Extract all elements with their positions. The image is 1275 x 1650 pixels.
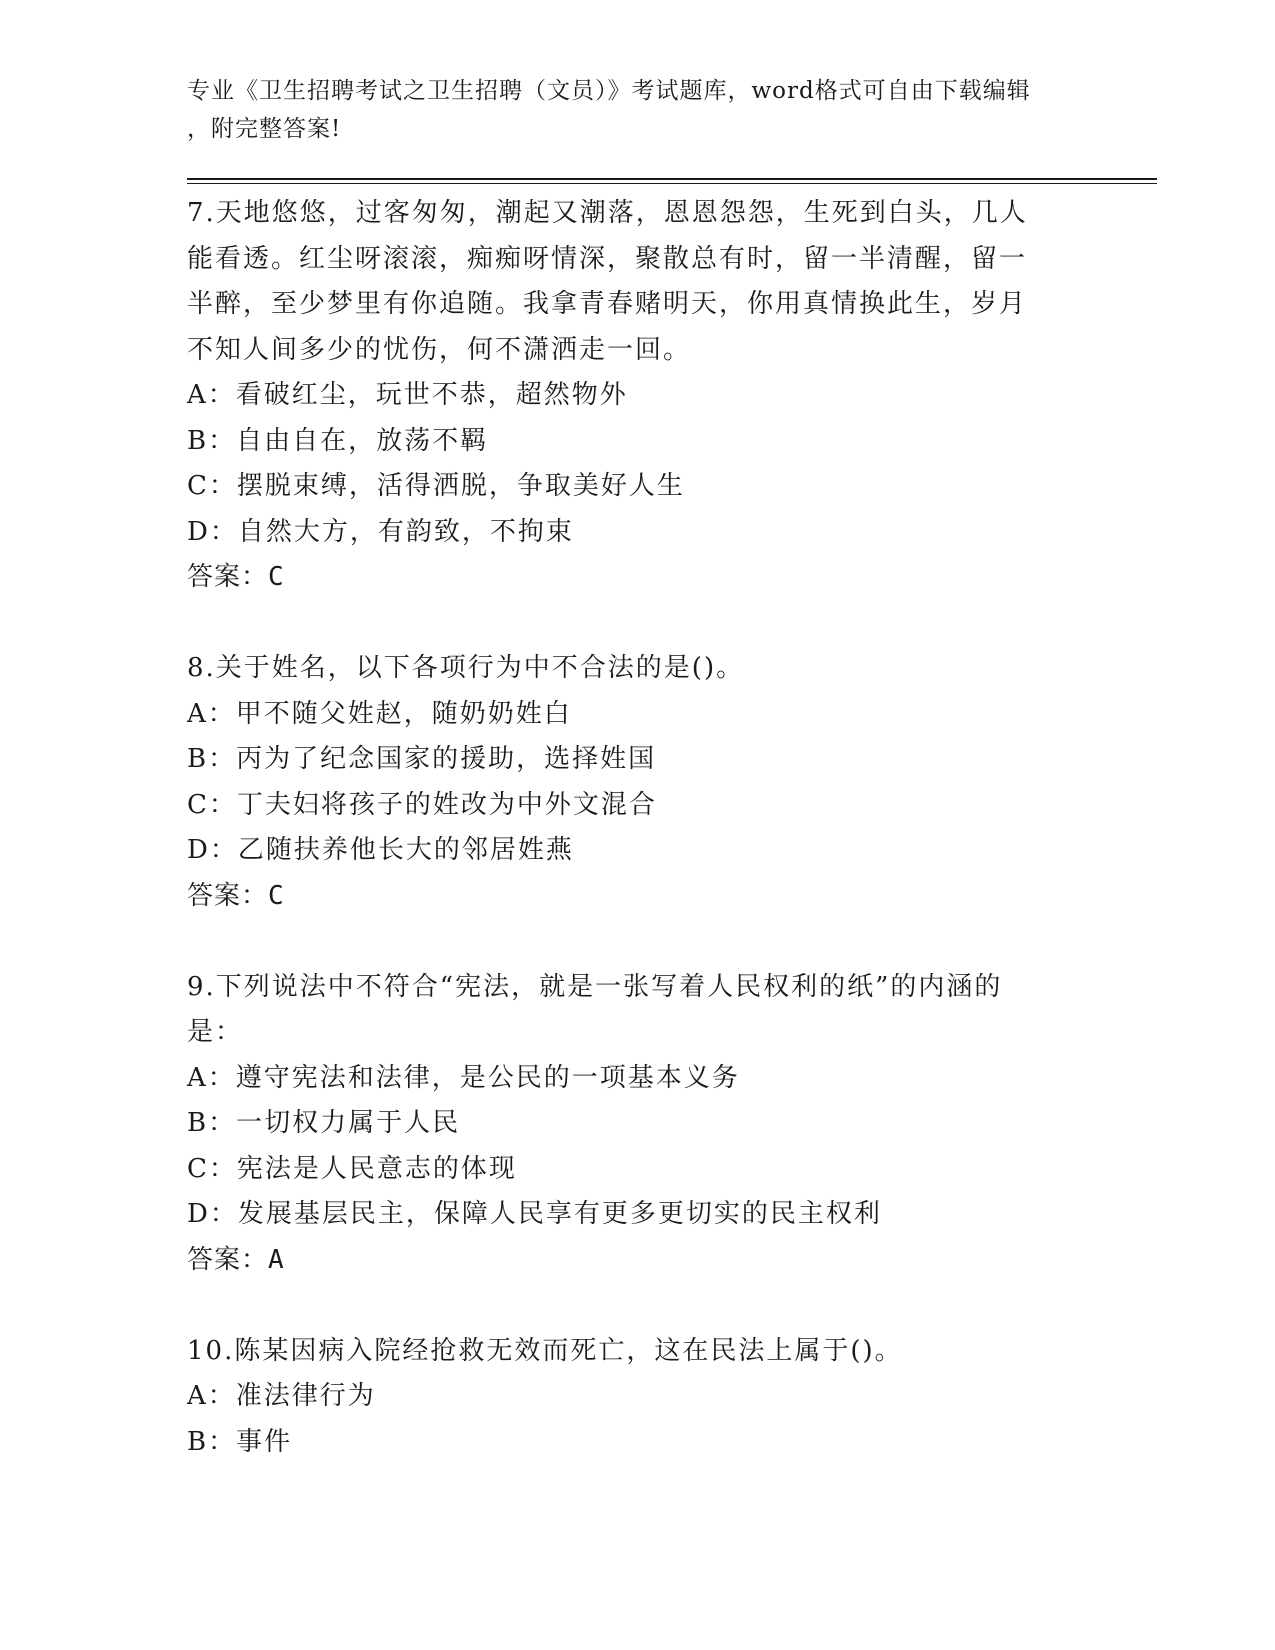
answer-label: 答案： xyxy=(187,1244,269,1275)
question-9-line-2: 是： xyxy=(187,1017,244,1047)
question-9-answer xyxy=(187,1238,1082,1284)
question-8-option-d: D：乙随扶养他长大的邻居姓燕 xyxy=(187,835,574,865)
question-8-option-a: A：甲不随父姓赵，随奶奶姓白 xyxy=(187,698,572,729)
question-8-line-1: 8.关于姓名，以下各项行为中不合法的是()。 xyxy=(187,653,745,683)
question-8-option-c: C：丁夫妇将孩子的姓改为中外文混合 xyxy=(187,789,657,820)
answer-value: A xyxy=(268,1244,285,1275)
question-10 xyxy=(187,1329,1082,1466)
question-9-option-c: C：宪法是人民意志的体现 xyxy=(187,1153,517,1184)
question-8-option-b: B：丙为了纪念国家的援助，选择姓国 xyxy=(187,744,657,774)
question-9-option-b: B：一切权力属于人民 xyxy=(187,1108,461,1138)
question-7-line-2: 能看透。红尘呀滚滚，痴痴呀情深，聚散总有时，留一半清醒，留一 xyxy=(187,243,1028,274)
question-9-line-1: 9.下列说法中不符合“宪法，就是一张写着人民权利的纸”的内涵的 xyxy=(187,971,1003,1002)
question-7-line-3: 半醉，至少梦里有你追随。我拿青春赌明天，你用真情换此生，岁月 xyxy=(187,289,1028,319)
document-header xyxy=(187,70,1082,146)
question-7-option-a: A：看破红尘，玩世不恭，超然物外 xyxy=(187,380,628,410)
header-line-1: 专业《卫生招聘考试之卫生招聘（文员）》考试题库，word格式可自由下载编辑 xyxy=(187,78,1031,104)
question-9 xyxy=(187,965,1082,1284)
question-7-option-c: C：摆脱束缚，活得洒脱，争取美好人生 xyxy=(187,471,685,501)
header-divider xyxy=(187,178,1157,184)
question-9-option-a: A：遵守宪法和法律，是公民的一项基本义务 xyxy=(187,1062,740,1093)
header-line-2: ，附完整答案! xyxy=(187,116,342,142)
question-7 xyxy=(187,191,1082,601)
question-10-option-a: A：准法律行为 xyxy=(187,1381,376,1411)
question-7-option-b: B：自由自在，放荡不羁 xyxy=(187,425,489,456)
question-8-answer xyxy=(187,874,1082,920)
question-7-answer xyxy=(187,555,1082,601)
question-list xyxy=(187,191,1082,1465)
question-7-line-1: 7.天地悠悠，过客匆匆，潮起又潮落，恩恩怨怨，生死到白头，几人 xyxy=(187,198,1028,228)
answer-label: 答案： xyxy=(187,562,269,592)
answer-label: 答案： xyxy=(187,880,269,911)
question-8 xyxy=(187,646,1082,919)
question-7-option-d: D：自然大方，有韵致，不拘束 xyxy=(187,516,574,547)
answer-value: C xyxy=(268,562,285,592)
question-10-option-b: B：事件 xyxy=(187,1426,293,1457)
divider-thin-line xyxy=(187,183,1157,184)
question-7-line-4: 不知人间多少的忧伤，何不潇洒走一回。 xyxy=(187,334,692,365)
question-10-line-1: 10.陈某因病入院经抢救无效而死亡，这在民法上属于()。 xyxy=(187,1335,903,1366)
question-9-option-d: D：发展基层民主，保障人民享有更多更切实的民主权利 xyxy=(187,1199,882,1229)
answer-value: C xyxy=(268,880,285,911)
